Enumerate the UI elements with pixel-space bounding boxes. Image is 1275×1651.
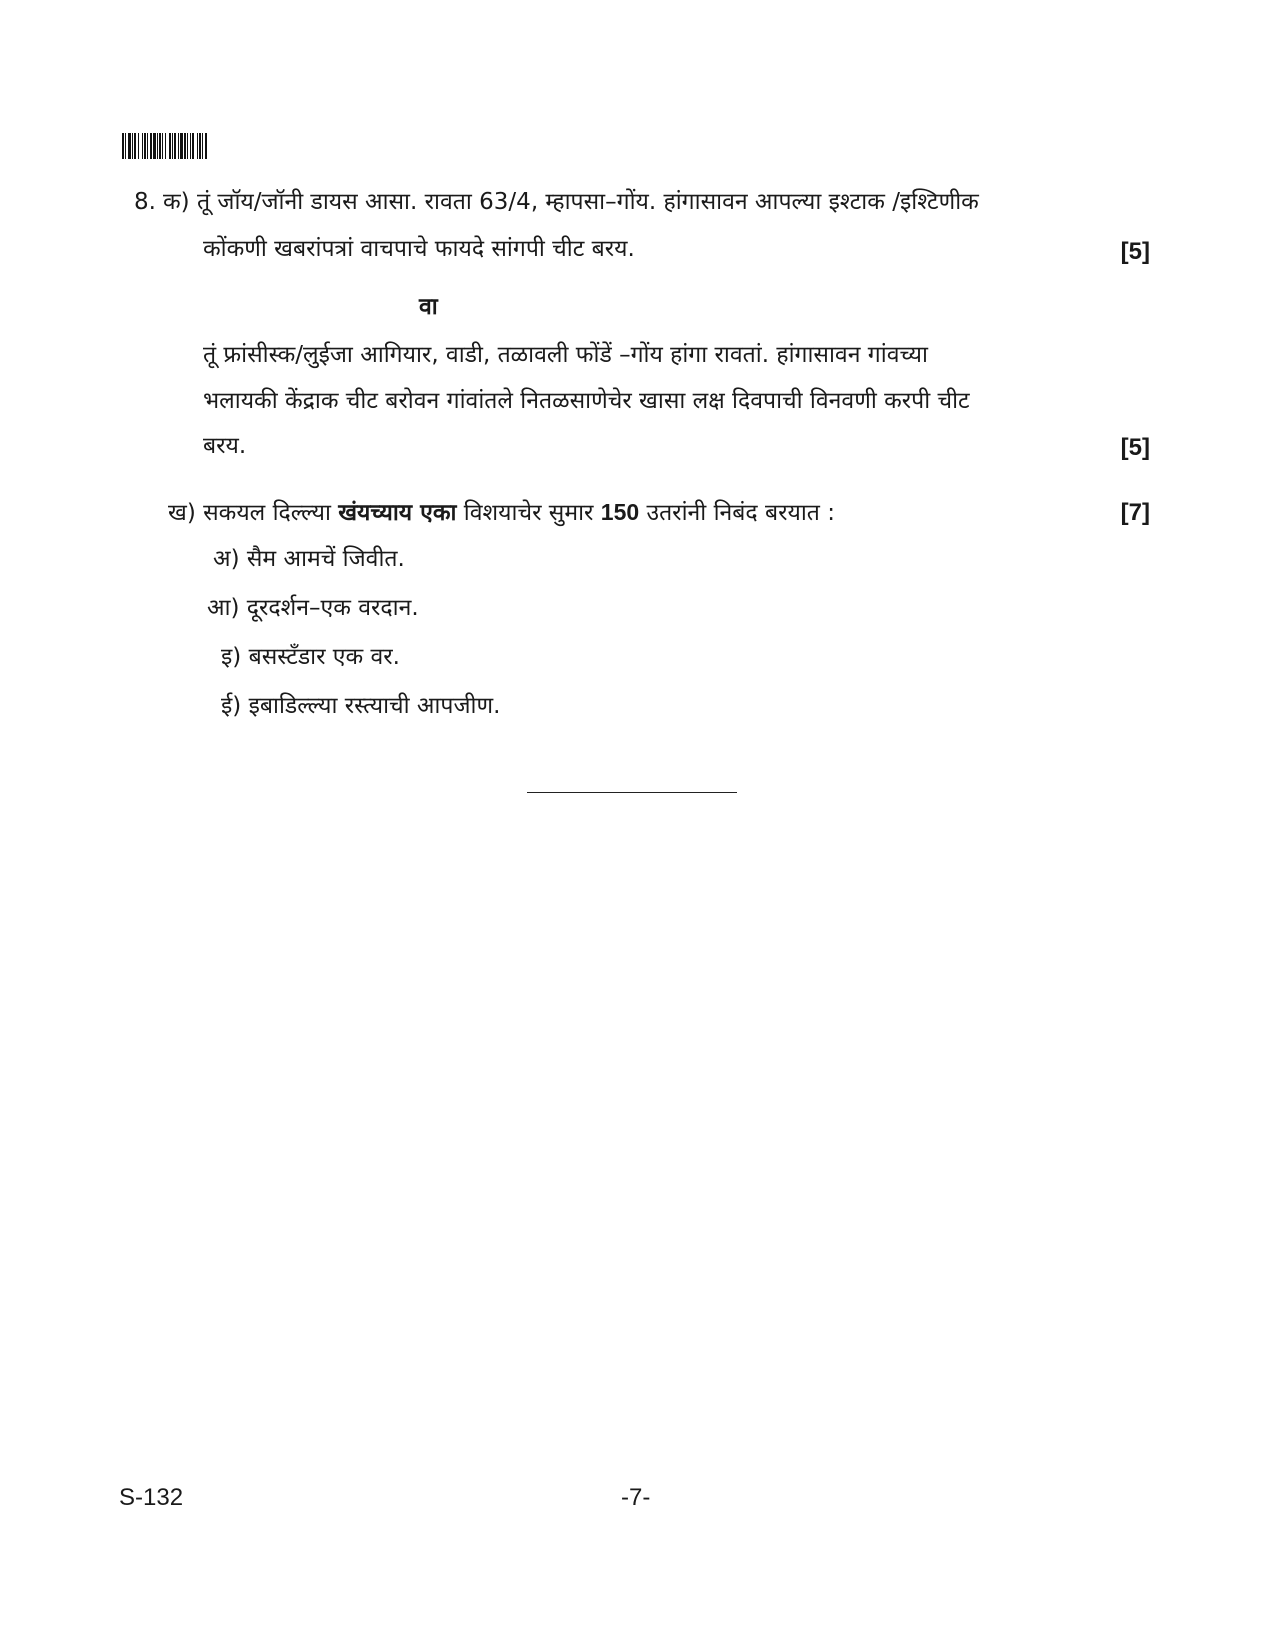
subquestion-kha-label: ख) — [168, 500, 196, 526]
alt-line3-text: बरय. — [203, 433, 247, 459]
topic-item — [221, 641, 400, 673]
subquestion-kha — [168, 496, 835, 529]
topic-label: आ) — [207, 595, 240, 621]
kha-word-count: 150 — [600, 499, 640, 525]
subquestion-ka-text-line1: तूं जॉय/जॉनी डायस आसा. रावता 63/4, म्हापसा–गोंय. हांगासावन आपल्या इश्टाक /इश्टिणीक — [196, 189, 979, 215]
topic-text: बसस्टँडार एक वर. — [248, 644, 400, 670]
alternative-line3 — [203, 430, 246, 462]
topic-item — [207, 592, 419, 624]
kha-text-mid: विशयाचेर सुमार — [463, 500, 594, 526]
topic-text: सैम आमचें जिवीत. — [246, 546, 405, 572]
paper-code: S-132 — [119, 1484, 184, 1511]
subquestion-ka-label: क) — [163, 189, 190, 215]
topic-label: अ) — [213, 546, 240, 572]
subquestion-ka — [163, 186, 979, 218]
topic-label: ई) — [221, 693, 242, 719]
topic-item — [221, 690, 500, 722]
question-8-number: 8. — [134, 189, 156, 215]
topic-text: दूरदर्शन–एक वरदान. — [246, 595, 419, 621]
ka-line2-text: कोंकणी खबरांपत्रां वाचपाचे फायदे सांगपी चीट बरय. — [203, 236, 635, 262]
alternative-line2 — [203, 385, 970, 417]
barcode — [122, 133, 208, 159]
kha-text-pre: सकयल दिल्ल्या — [203, 500, 331, 526]
topic-text: इबाडिल्ल्या रस्त्याची आपजीण. — [248, 693, 501, 719]
marks-alternative: [5] — [1120, 434, 1150, 461]
barcode-bar — [207, 133, 208, 159]
topic-item — [213, 543, 405, 575]
topic-label: इ) — [221, 644, 242, 670]
marks-kha: [7] — [1120, 499, 1150, 526]
kha-text-post: उतरांनी निबंद बरयात : — [646, 500, 835, 526]
end-rule — [527, 792, 737, 793]
alternative-line1 — [203, 339, 928, 371]
subquestion-ka-text-line2 — [203, 233, 635, 265]
alt-line2-text: भलायकी केंद्राक चीट बरोवन गांवांतले नितळसाणेचेर खासा लक्ष दिवपाची विनवणी करपी चीट — [203, 388, 970, 414]
kha-text-bold: खंयच्याय एका — [338, 500, 457, 526]
alt-line1-text: तूं फ्रांसीस्क/लुईजा आगियार, वाडी, तळावली फोंडें –गोंय हांगा रावतां. हांगासावन गांवच्या — [203, 342, 928, 368]
marks-ka: [5] — [1120, 238, 1150, 265]
question-number — [134, 186, 156, 218]
page-number: -7- — [621, 1484, 651, 1511]
or-separator: वा — [419, 294, 438, 320]
